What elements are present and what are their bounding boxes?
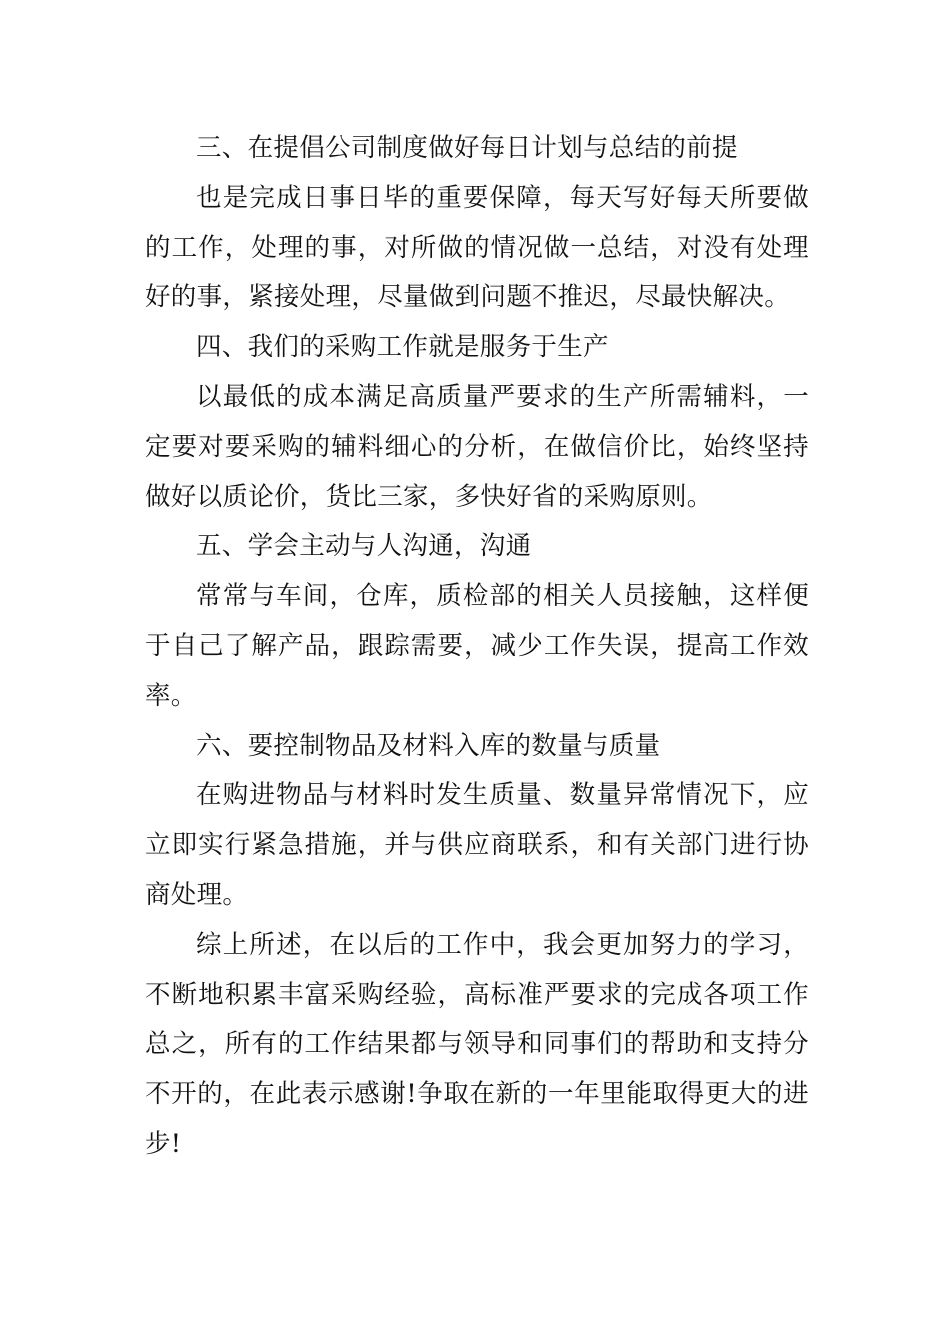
document-body [145,124,809,1170]
paragraph-quality-control: 在购进物品与材料时发生质量、数量异常情况下，应立即实行紧急措施，并与供应商联系，和有关部门进行协商处理。 [145,780,809,910]
section-heading-5: 五、学会主动与人沟通，沟通 [196,531,532,562]
paragraph-daily-plan: 也是完成日事日毕的重要保障，每天写好每天所要做的工作，处理的事，对所做的情况做一总结，对没有处理好的事，紧接处理，尽量做到问题不推迟，尽最快解决。 [145,182,809,313]
section-heading-4: 四、我们的采购工作就是服务于生产 [196,332,609,363]
paragraph-procurement: 以最低的成本满足高质量严要求的生产所需辅料，一定要对要采购的辅料细心的分析，在做信价比，始终坚持做好以质论价，货比三家，多快好省的采购原则。 [145,381,809,512]
paragraph-conclusion: 综上所述，在以后的工作中，我会更加努力的学习，不断地积累丰富采购经验，高标准严要求的完成各项工作总之，所有的工作结果都与领导和同事们的帮助和支持分不开的，在此表示感谢!争取在新的一年里能取得更大的进步! [145,929,809,1159]
paragraph-communication: 常常与车间，仓库，质检部的相关人员接触，这样便于自己了解产品，跟踪需要，减少工作失误，提高工作效率。 [145,581,809,711]
section-heading-6: 六、要控制物品及材料入库的数量与质量 [196,730,661,761]
section-heading-3: 三、在提倡公司制度做好每日计划与总结的前提 [196,133,738,163]
